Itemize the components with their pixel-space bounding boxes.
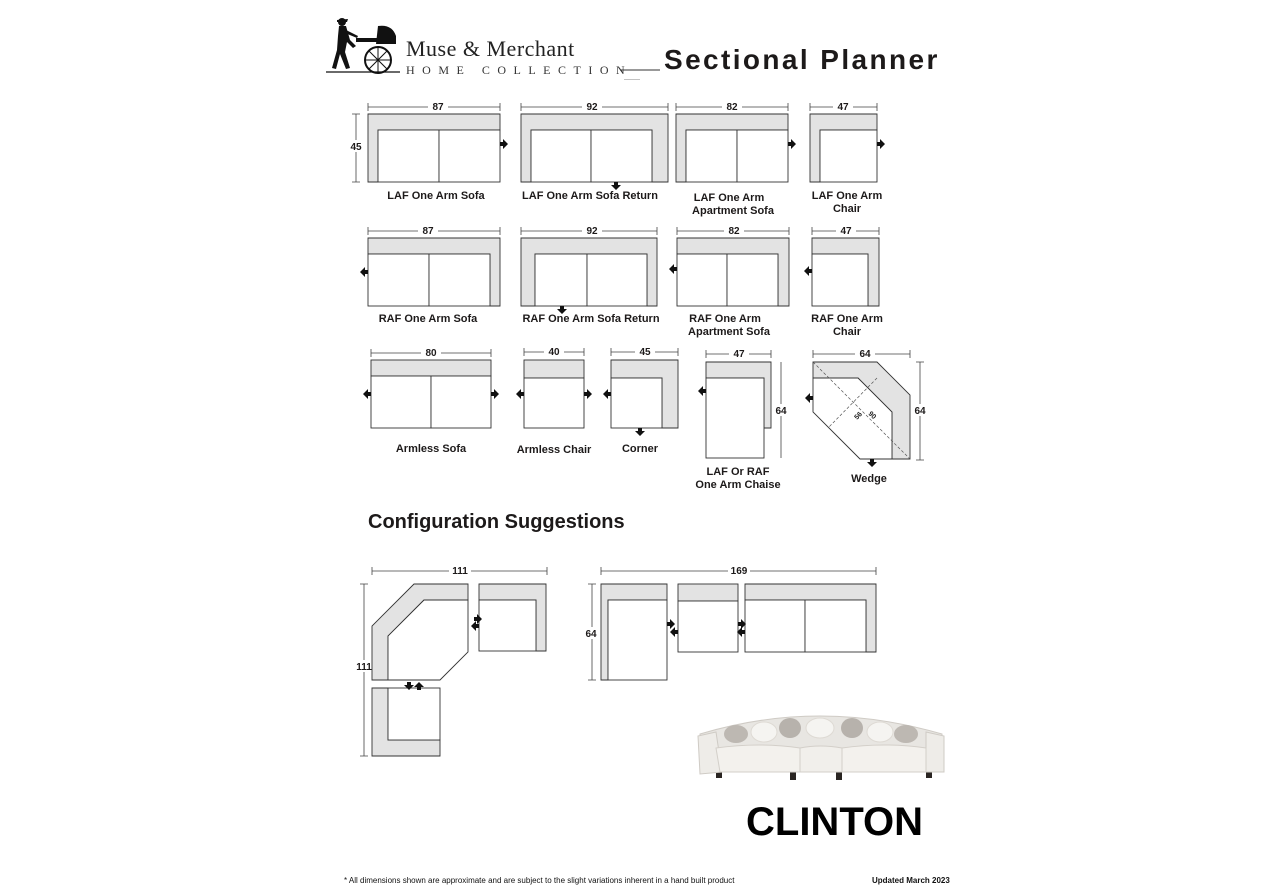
piece-laf-one-arm-apartment-sofa: [676, 101, 796, 217]
svg-text:Apartment Sofa: Apartment Sofa: [692, 205, 774, 217]
product-name: CLINTON: [746, 800, 924, 844]
svg-text:90: 90: [866, 410, 878, 421]
svg-text:92: 92: [586, 102, 598, 113]
piece-raf-one-arm-chair: [804, 225, 883, 338]
svg-text:Apartment Sofa: Apartment Sofa: [688, 326, 770, 338]
svg-text:82: 82: [726, 102, 738, 113]
svg-text:LAF One Arm Sofa Return: LAF One Arm Sofa Return: [522, 190, 658, 202]
svg-text:Corner: Corner: [621, 443, 659, 455]
svg-text:RAF One Arm: RAF One Arm: [689, 313, 761, 325]
svg-text:47: 47: [837, 102, 849, 113]
svg-text:87: 87: [432, 102, 444, 113]
svg-text:RAF One Arm Sofa Return: RAF One Arm Sofa Return: [522, 313, 660, 325]
svg-text:64: 64: [914, 406, 926, 417]
piece-laf-one-arm-sofa: [348, 101, 508, 202]
piece-laf-one-arm-chair: [810, 101, 885, 215]
svg-text:45: 45: [350, 142, 362, 153]
svg-text:One Arm Chaise: One Arm Chaise: [695, 479, 781, 491]
svg-text:56: 56: [853, 410, 864, 422]
piece-raf-one-arm-sofa-return: [521, 225, 660, 325]
footnote: * All dimensions shown are approximate and are subject to the slight variations inherent in a hand built product: [344, 876, 735, 885]
svg-text:47: 47: [840, 226, 852, 237]
svg-text:LAF One Arm: LAF One Arm: [811, 190, 883, 202]
svg-text:40: 40: [548, 347, 560, 358]
piece-armless-chair: [516, 346, 592, 456]
svg-text:LAF One Arm Sofa: LAF One Arm Sofa: [387, 190, 485, 202]
svg-text:47: 47: [733, 349, 745, 360]
config-suggestions-heading: Configuration Suggestions: [368, 511, 625, 533]
svg-text:Wedge: Wedge: [851, 473, 887, 485]
piece-chaise: [695, 348, 789, 491]
brand-subtitle: HOME COLLECTION: [406, 63, 633, 77]
svg-text:80: 80: [425, 348, 437, 359]
page-title: Sectional Planner: [664, 44, 940, 75]
svg-text:Armless Chair: Armless Chair: [516, 444, 592, 456]
piece-raf-one-arm-sofa: [360, 225, 500, 325]
svg-text:87: 87: [422, 226, 434, 237]
config-chaise: [583, 565, 876, 680]
svg-text:82: 82: [728, 226, 740, 237]
piece-laf-one-arm-sofa-return: [521, 101, 668, 202]
piece-raf-one-arm-apartment-sofa: [669, 225, 789, 338]
svg-text:Armless Sofa: Armless Sofa: [395, 443, 467, 455]
updated-date: Updated March 2023: [872, 876, 950, 885]
svg-text:64: 64: [859, 349, 871, 360]
svg-text:64: 64: [585, 629, 597, 640]
svg-text:LAF One Arm: LAF One Arm: [693, 192, 765, 204]
svg-text:92: 92: [586, 226, 598, 237]
piece-corner: [603, 346, 678, 455]
svg-text:RAF One Arm Sofa: RAF One Arm Sofa: [378, 313, 478, 325]
piece-wedge: [805, 348, 928, 485]
svg-text:LAF Or RAF: LAF Or RAF: [706, 466, 770, 478]
product-illustration: [698, 716, 944, 780]
svg-text:64: 64: [775, 406, 787, 417]
piece-armless-sofa: [363, 347, 499, 455]
svg-text:RAF One Arm: RAF One Arm: [811, 313, 883, 325]
brand-name: Muse & Merchant: [406, 36, 575, 61]
svg-text:Chair: Chair: [832, 326, 862, 338]
svg-text:111: 111: [452, 566, 468, 577]
svg-text:111: 111: [356, 662, 372, 673]
config-corner: [355, 565, 547, 756]
svg-text:169: 169: [730, 566, 748, 577]
svg-text:Chair: Chair: [832, 203, 862, 215]
svg-text:45: 45: [639, 347, 651, 358]
